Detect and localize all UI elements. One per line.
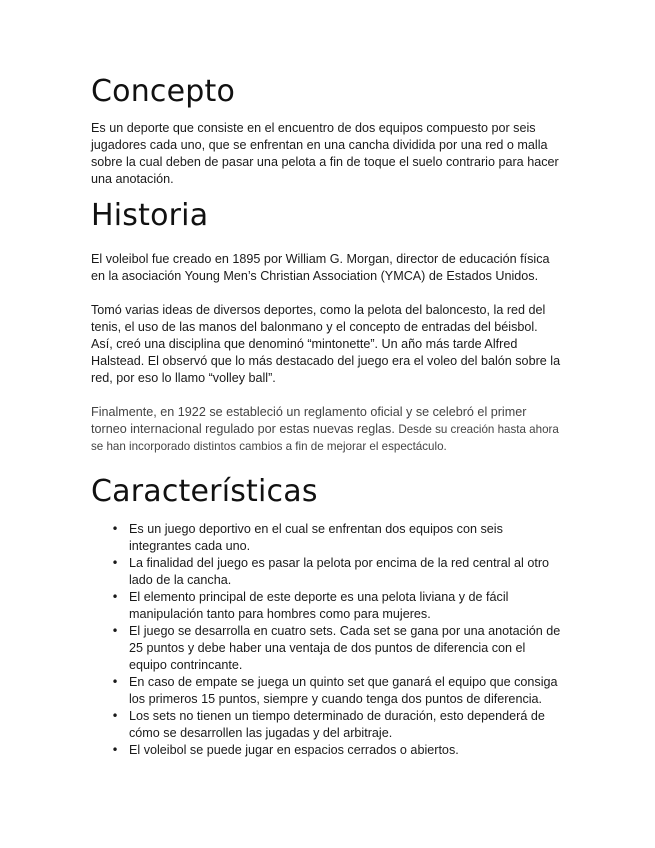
paragraph-historia-1: El voleibol fue creado en 1895 por William G. Morgan, director de educación física en la asociación Young Men’s Christian Association (YMCA) de Estados Unidos.: [91, 252, 550, 283]
list-item-text: El voleibol se puede jugar en espacios cerrados o abiertos.: [129, 743, 459, 757]
list-item: [91, 623, 561, 674]
bullet-icon: •: [111, 675, 119, 689]
paragraph-concepto: Es un deporte que consiste en el encuentro de dos equipos compuesto por seis jugadores cada uno, que se enfrentan en una cancha dividida por una red o malla sobre la cual deben de pasar una pelota a fin de toque el suelo contrario para hacer una anotación.: [91, 121, 559, 186]
list-item-text: Es un juego deportivo en el cual se enfrentan dos equipos con seis integrantes cada uno.: [129, 522, 503, 553]
list-item-text: El elemento principal de este deporte es una pelota liviana y de fácil manipulación tanto para hombres como para mujeres.: [129, 590, 509, 621]
paragraph-historia-3-small: Desde su creación hasta ahora se han incorporado distintos cambios a fin de mejorar el espectáculo.: [91, 423, 559, 453]
list-item: [91, 521, 561, 555]
heading-concepto: Concepto: [91, 74, 236, 109]
list-item-text: La finalidad del juego es pasar la pelota por encima de la red central al otro lado de la cancha.: [129, 556, 550, 587]
list-item: [91, 742, 561, 759]
bullet-icon: •: [111, 709, 119, 723]
heading-caracteristicas: Características: [91, 474, 318, 509]
list-item-text: El juego se desarrolla en cuatro sets. Cada set se gana por una anotación de 25 puntos y debe haber una ventaja de dos puntos de diferencia con el equipo contrincante.: [129, 624, 561, 672]
paragraph-historia-3: [91, 404, 561, 455]
heading-historia: Historia: [91, 198, 209, 233]
list-item: [91, 555, 561, 589]
list-item: [91, 589, 561, 623]
bullet-icon: •: [111, 590, 119, 604]
paragraph-historia-2: Tomó varias ideas de diversos deportes, como la pelota del baloncesto, la red del tenis, el uso de las manos del balonmano y el concepto de entradas del béisbol. Así, creó una disciplina que denominó “mintonette”. Un año más tarde Alfred Halstead. El observó que lo más destacado del juego era el voleo del balón sobre la red, por eso lo llamo “volley ball”.: [91, 303, 561, 385]
list-item-text: Los sets no tienen un tiempo determinado de duración, esto dependerá de cómo se desarrollen las jugadas y del arbitraje.: [129, 709, 545, 740]
document-page: [91, 72, 561, 759]
list-item: [91, 674, 561, 708]
list-item-text: En caso de empate se juega un quinto set que ganará el equipo que consiga los primeros 15 puntos, siempre y cuando tenga dos puntos de diferencia.: [129, 675, 558, 706]
bullet-icon: •: [111, 522, 119, 536]
bullet-icon: •: [111, 556, 119, 570]
bullet-icon: •: [111, 624, 119, 638]
paragraph-historia-3-main: Finalmente, en 1922 se estableció un reglamento oficial y se celebró el primer torneo internacional regulado por estas nuevas reglas.: [91, 405, 527, 436]
list-item: [91, 708, 561, 742]
bullet-icon: •: [111, 743, 119, 757]
caracteristicas-list: [91, 521, 561, 759]
